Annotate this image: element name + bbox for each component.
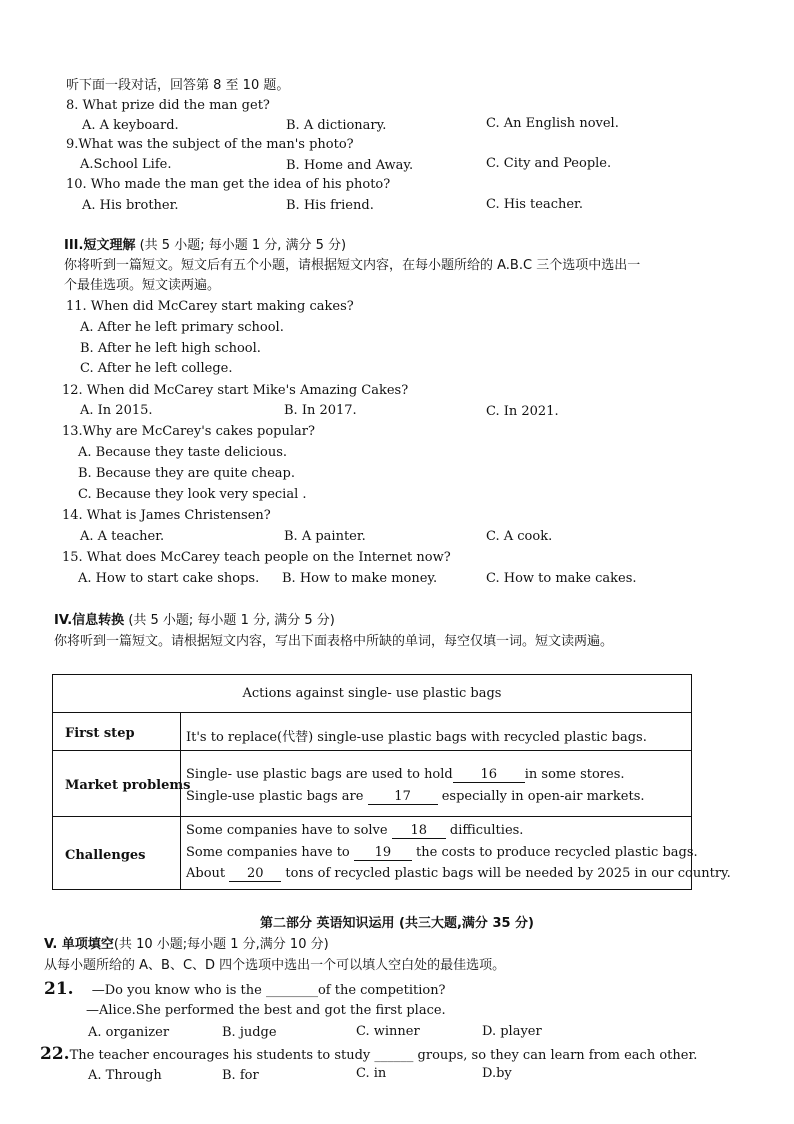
option: C. winner: [356, 1024, 420, 1039]
option: A. How to start cake shops.: [78, 571, 260, 586]
row-text: [186, 789, 645, 805]
option: A. Because they taste delicious.: [78, 445, 288, 460]
column-divider: [180, 713, 181, 889]
text-segment: Some companies have to solve: [186, 823, 388, 838]
row-label-first-step: First step: [65, 726, 135, 741]
row-text: [186, 767, 625, 783]
row-divider: [53, 712, 691, 713]
question-stem: —Do you know who is the ________of the competition?: [91, 983, 446, 998]
row-text: [186, 866, 731, 882]
row-divider: [53, 750, 691, 751]
option: A. organizer: [88, 1025, 170, 1040]
section-5-instruction: 从每小题所给的 A、B、C、D 四个选项中选出一个可以填人空白处的最佳选项。: [44, 958, 506, 973]
blank-19[interactable]: 19: [354, 845, 412, 861]
option: C. Because they look very special .: [78, 487, 307, 502]
section-5-meta: (共 10 小题;每小题 1 分,满分 10 分): [113, 937, 329, 952]
section-3-instruction: 个最佳选项。短文读两遍。: [64, 278, 221, 293]
option: A. A teacher.: [80, 529, 165, 544]
blank-18[interactable]: 18: [392, 823, 446, 839]
text-segment: especially in open-air markets.: [441, 789, 645, 804]
table-caption: Actions against single- use plastic bags: [242, 686, 502, 701]
option: C. After he left college.: [80, 361, 233, 376]
option: D. player: [482, 1024, 542, 1039]
question-stem: 8. What prize did the man get?: [66, 98, 270, 113]
section-3-instruction: 你将听到一篇短文。短文后有五个小题，请根据短文内容，在每小题所给的 A.B.C 三个选项中选出一: [64, 258, 641, 273]
blank-16[interactable]: 16: [453, 767, 525, 783]
option: C. A cook.: [486, 529, 553, 544]
section-4-instruction: 你将听到一篇短文。请根据短文内容，写出下面表格中所缺的单词，每空仅填一词。短文读两遍。: [54, 634, 614, 649]
option: D.by: [482, 1066, 512, 1081]
question-number: 22.: [40, 1044, 70, 1064]
section-4-header: [54, 613, 335, 629]
question-21: [44, 981, 446, 999]
option: A. A keyboard.: [82, 118, 179, 133]
row-text: [186, 845, 698, 861]
text-segment: difficulties.: [449, 823, 524, 838]
option: B. His friend.: [286, 198, 374, 213]
question-stem: 10. Who made the man get the idea of his photo?: [66, 177, 391, 192]
option: A.School Life.: [80, 157, 172, 172]
option: C. How to make cakes.: [486, 571, 637, 586]
section-4-title: IV.信息转换: [54, 613, 125, 628]
option: B. In 2017.: [284, 403, 357, 418]
option: B. Home and Away.: [286, 158, 414, 173]
option: C. An English novel.: [486, 116, 619, 131]
info-table: [52, 674, 731, 890]
option: B. for: [222, 1068, 259, 1083]
row-label-challenges: Challenges: [65, 848, 146, 863]
question-number: 21.: [44, 979, 74, 999]
option: C. in: [356, 1066, 387, 1081]
question-line: —Alice.She performed the best and got the first place.: [86, 1003, 446, 1018]
question-22: [40, 1046, 697, 1064]
question-stem: 11. When did McCarey start making cakes?: [66, 299, 354, 314]
section-3-meta: (共 5 小题; 每小题 1 分, 满分 5 分): [139, 238, 347, 253]
row-label-market-problems: Market problems: [65, 778, 191, 793]
question-stem: 13.Why are McCarey's cakes popular?: [62, 424, 315, 439]
option: C. City and People.: [486, 156, 612, 171]
text-segment: Single- use plastic bags are used to hold: [186, 767, 453, 782]
option: A. In 2015.: [80, 403, 153, 418]
text-segment: Some companies have to: [186, 845, 350, 860]
option: C. His teacher.: [486, 197, 583, 212]
part-2-heading: 第二部分 英语知识运用 (共三大题,满分 35 分): [259, 916, 535, 931]
option: B. A dictionary.: [286, 118, 387, 133]
option: A. His brother.: [82, 198, 179, 213]
section-4-meta: (共 5 小题; 每小题 1 分, 满分 5 分): [128, 613, 335, 628]
option: B. A painter.: [284, 529, 366, 544]
question-stem: The teacher encourages his students to study ______ groups, so they can learn from each other.: [69, 1048, 698, 1063]
text-segment: About: [186, 866, 226, 881]
row-text: [186, 823, 523, 839]
question-stem: 12. When did McCarey start Mike's Amazing Cakes?: [62, 383, 409, 398]
blank-17[interactable]: 17: [368, 789, 438, 805]
option: C. In 2021.: [486, 404, 559, 419]
text-segment: the costs to produce recycled plastic bags.: [416, 845, 698, 860]
section-5-header: [44, 937, 329, 953]
option: B. Because they are quite cheap.: [78, 466, 295, 481]
text-segment: Single-use plastic bags are: [186, 789, 364, 804]
option: A. Through: [88, 1068, 162, 1083]
question-stem: 15. What does McCarey teach people on the Internet now?: [62, 550, 451, 565]
instruction-8-10: 听下面一段对话，回答第 8 至 10 题。: [66, 78, 290, 93]
question-stem: 14. What is James Christensen?: [62, 508, 271, 523]
option: B. After he left high school.: [80, 341, 261, 356]
option: A. After he left primary school.: [80, 320, 284, 335]
section-3-title: III.短文理解: [64, 238, 136, 253]
row-text: It's to replace(代替) single-use plastic bags with recycled plastic bags.: [186, 730, 647, 745]
blank-20[interactable]: 20: [229, 866, 281, 882]
section-5-title: V. 单项填空: [44, 937, 114, 952]
question-stem: 9.What was the subject of the man's photo?: [66, 137, 354, 152]
option: B. judge: [222, 1025, 277, 1040]
section-3-header: [64, 238, 346, 254]
text-segment: tons of recycled plastic bags will be needed by 2025 in our country.: [285, 866, 731, 881]
text-segment: in some stores.: [524, 767, 625, 782]
row-divider: [53, 816, 691, 817]
option: B. How to make money.: [282, 571, 438, 586]
